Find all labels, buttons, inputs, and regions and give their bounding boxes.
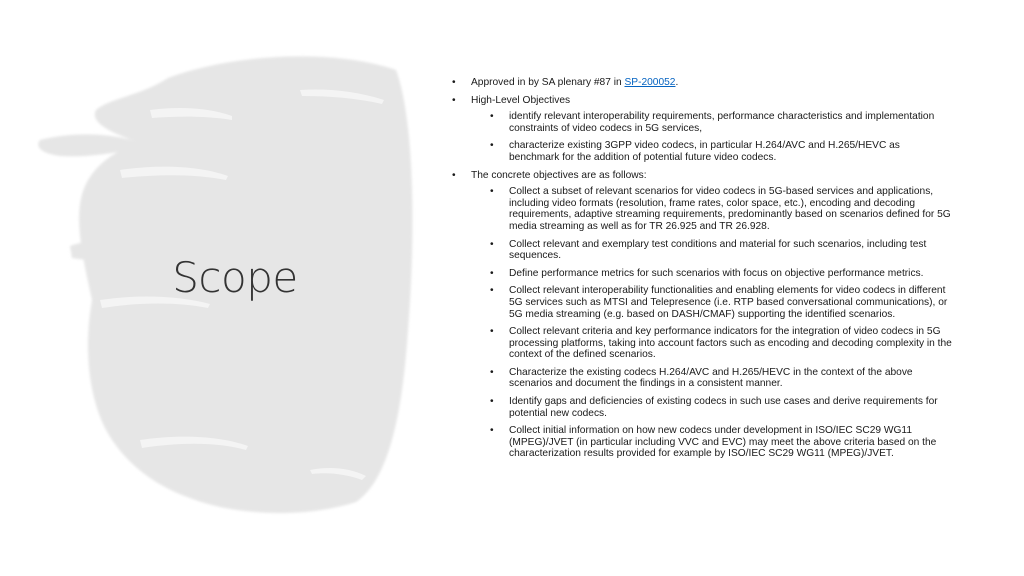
bullet-icon: • [452,94,456,106]
bullet-icon: • [490,396,494,408]
list-item [490,326,952,361]
concrete-label: The concrete objectives are as follows: [471,169,647,181]
list-item [490,396,952,419]
high-level-sub-list [452,111,952,163]
list-item [490,425,952,460]
bullet-icon: • [490,186,494,198]
list-item-text: Collect relevant criteria and key performance indicators for the integration of video codecs in 5G processing platforms, taking into account factors such as encoding and decoding complexity in the context of the defined scenarios. [509,326,952,361]
list-item [490,111,952,134]
bullet-icon: • [490,111,494,123]
bullet-icon: • [490,267,494,279]
list-item-text: characterize existing 3GPP video codecs, in particular H.264/AVC and H.265/HEVC as benchmark for the addition of potential future video codecs. [509,140,900,163]
bullet-icon: • [490,326,494,338]
bullet-approved [452,77,952,89]
bullet-icon: • [490,425,494,437]
list-item-text: identify relevant interoperability requirements, performance characteristics and implementation constraints of video codecs in 5G services, [509,111,935,134]
list-item-text: Identify gaps and deficiencies of existing codecs in such use cases and derive requirements for potential new codecs. [509,396,938,419]
list-item [490,140,952,163]
bullet-icon: • [490,238,494,250]
list-item-text: Characterize the existing codecs H.264/AVC and H.265/HEVC in the context of the above scenarios and document the findings in a consistent manner. [509,366,913,390]
bullet-icon: • [452,77,456,88]
list-item [490,186,952,232]
bullet-icon: • [452,169,456,181]
list-item-text: Collect initial information on how new codecs under development in ISO/IEC SC29 WG11 (MPEG)/JVET (in particular including VVC and EVC) may meet the above criteria based on the characterization results provided for example by ISO/IEC SC29 WG11 (MPEG)/JVET. [509,425,937,460]
bullet-icon: • [490,366,494,378]
sp-200052-link[interactable]: SP-200052 [624,77,676,88]
list-item [490,239,952,262]
bullet-concrete-objectives [452,170,952,182]
list-item-text: Define performance metrics for such scenarios with focus on objective performance metrics. [509,267,924,279]
list-item [490,285,952,320]
list-item [490,367,952,390]
slide-title: Scope [172,253,298,302]
bullet-icon: • [490,140,494,152]
list-item-text: Collect relevant and exemplary test conditions and material for such scenarios, including test sequences. [509,238,927,262]
bullet-content [452,77,952,466]
list-item [490,268,952,280]
bullet-icon: • [490,285,494,297]
approved-suffix: . [675,77,679,88]
high-level-label: High-Level Objectives [471,94,571,106]
list-item-text: Collect relevant interoperability functionalities and enabling elements for video codecs in different 5G services such as MTSI and Telepresence (i.e. RTP based conversational communications), or 5G media streaming (e.g. based on DASH/CMAF) supporting the identified scenarios. [509,285,948,320]
bullet-high-level-objectives [452,95,952,107]
approved-prefix: Approved in by SA plenary #87 in [471,77,625,88]
concrete-sub-list [452,186,952,460]
list-item-text: Collect a subset of relevant scenarios for video codecs in 5G-based services and applications, including video formats (resolution, frame rates, color space, etc.), encoding and decoding requirements, adaptive streaming requirements, predominantly based on scenarios defined for 5G media streaming as well as for TR 26.925 and TR 26.928. [509,186,951,232]
